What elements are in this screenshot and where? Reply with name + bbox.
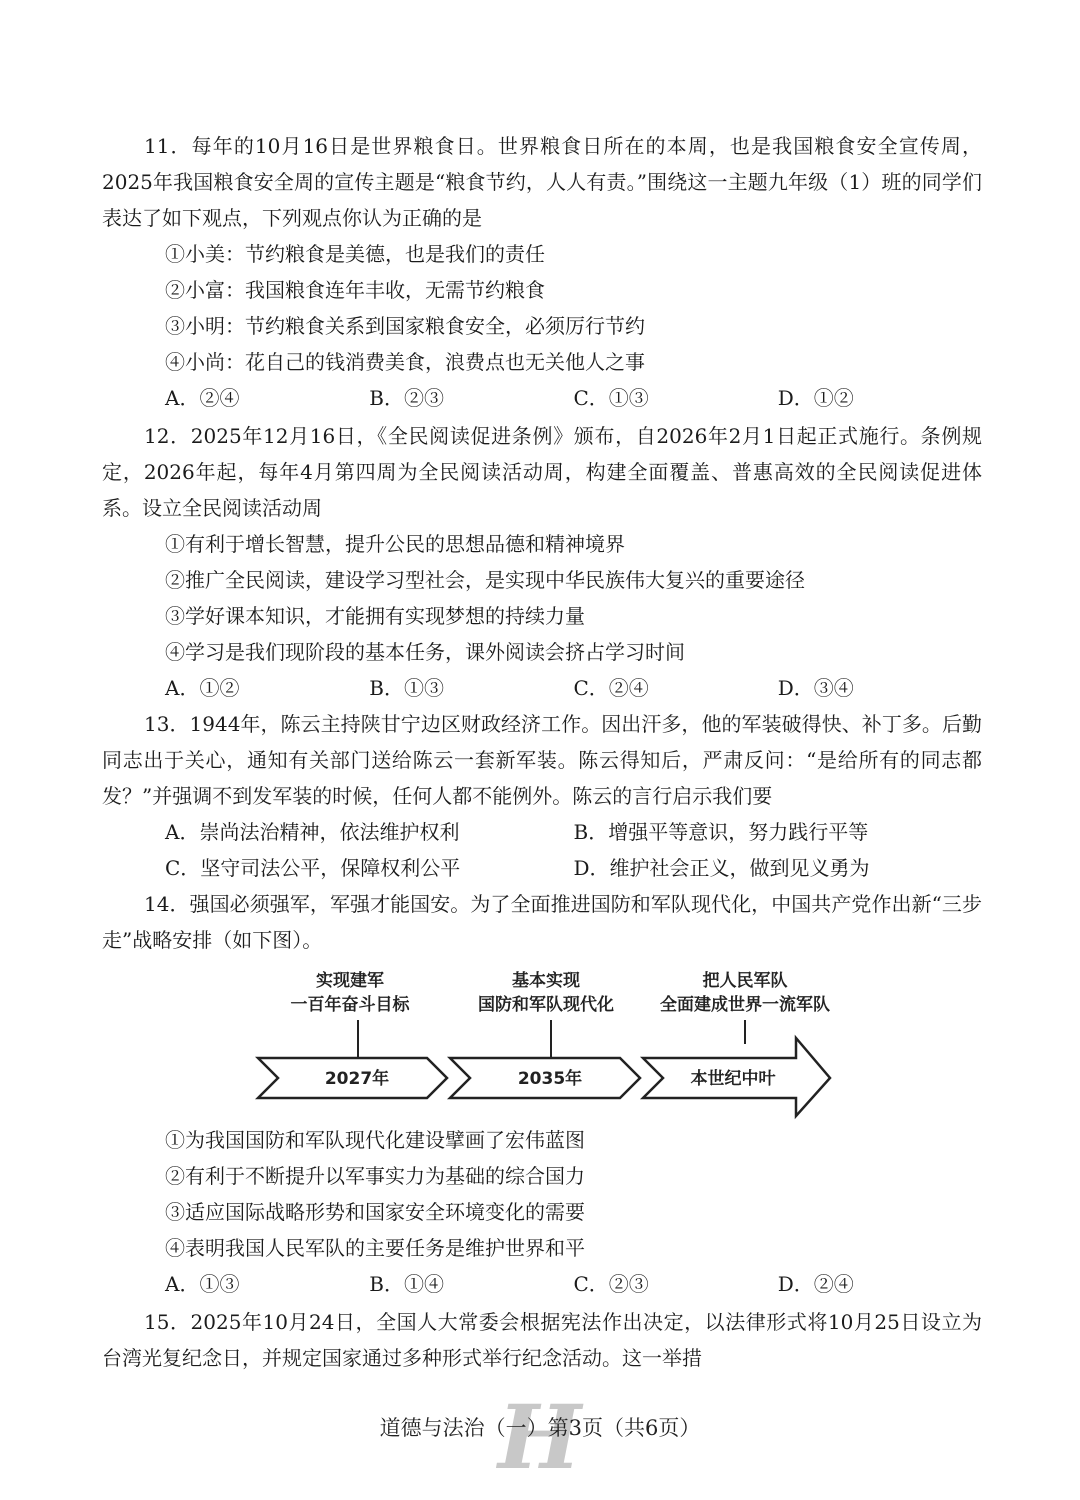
choice-c: C．②③ — [573, 1272, 649, 1296]
choice-a: A．崇尚法治精神，依法维护权利 — [165, 820, 460, 844]
choice-b: B．增强平等意识，努力践行平等 — [573, 820, 869, 844]
choice-c: C．坚守司法公平，保障权利公平 — [165, 856, 461, 880]
choice-b: B．①④ — [369, 1272, 444, 1296]
statement-option: ②小富：我国粮食连年丰收，无需节约粮食 — [165, 278, 545, 302]
watermark-letter: H — [498, 1385, 582, 1489]
question-stem: 15．2025年10月24日，全国人大常委会根据宪法作出决定，以法律形式将10月25日设立为台湾光复纪念日，并规定国家通过多种形式举行纪念活动。这一举措 — [102, 1310, 982, 1370]
statement-option: ④表明我国人民军队的主要任务是维护世界和平 — [165, 1236, 585, 1260]
answer-choices-row-1 — [102, 814, 982, 850]
statement-option: ①小美：节约粮食是美德，也是我们的责任 — [165, 242, 545, 266]
answer-choices — [102, 670, 982, 706]
question-15 — [102, 1304, 982, 1376]
answer-choices — [102, 380, 982, 416]
step-3-top-line-2: 全面建成世界一流军队 — [660, 995, 830, 1015]
statement-option: ③小明：节约粮食关系到国家粮食安全，必须厉行节约 — [165, 314, 645, 338]
question-11 — [102, 128, 982, 416]
three-step-strategy-diagram — [255, 962, 845, 1122]
statement-option: ①为我国国防和军队现代化建设擘画了宏伟蓝图 — [165, 1128, 585, 1152]
question-stem: 12．2025年12月16日，《全民阅读促进条例》颁布，自2026年2月1日起正式施行。条例规定，2026年起，每年4月第四周为全民阅读活动周，构建全面覆盖、普惠高效的全民阅读促进体系。设立全民阅读活动周 — [102, 424, 982, 520]
statement-option: ④小尚：花自己的钱消费美食，浪费点也无关他人之事 — [165, 350, 645, 374]
statement-option: ④学习是我们现阶段的基本任务，课外阅读会挤占学习时间 — [165, 640, 685, 664]
choice-b: B．①③ — [369, 676, 444, 700]
page-number-text: 道德与法治（一）第3页（共6页） — [379, 1416, 701, 1440]
question-13 — [102, 706, 982, 886]
step-2-top-line-2: 国防和军队现代化 — [478, 995, 614, 1015]
choice-a: A．①③ — [165, 1272, 240, 1296]
step-1-top-line-2: 一百年奋斗目标 — [290, 995, 410, 1015]
statement-option: ②有利于不断提升以军事实力为基础的综合国力 — [165, 1164, 585, 1188]
question-14-options — [102, 1122, 982, 1302]
step-1-top-line-1: 实现建军 — [316, 971, 384, 991]
question-stem: 14．强国必须强军，军强才能国安。为了全面推进国防和军队现代化，中国共产党作出新“三步走”战略安排（如下图）。 — [102, 892, 982, 952]
choice-a: A．①② — [165, 676, 240, 700]
statement-option: ③学好课本知识，才能拥有实现梦想的持续力量 — [165, 604, 585, 628]
question-stem: 13．1944年，陈云主持陕甘宁边区财政经济工作。因出汗多，他的军装破得快、补丁多。后勤同志出于关心，通知有关部门送给陈云一套新军装。陈云得知后，严肃反问：“是给所有的同志都发？”并强调不到发军装的时候，任何人都不能例外。陈云的言行启示我们要 — [102, 712, 982, 808]
choice-d: D．维护社会正义，做到见义勇为 — [573, 856, 870, 880]
choice-d: D．①② — [777, 386, 854, 410]
choice-c: C．①③ — [573, 386, 649, 410]
choice-b: B．②③ — [369, 386, 444, 410]
choice-d: D．②④ — [777, 1272, 854, 1296]
question-stem: 11．每年的10月16日是世界粮食日。世界粮食日所在的本周，也是我国粮食安全宣传周，2025年我国粮食安全周的宣传主题是“粮食节约，人人有责。”围绕这一主题九年级（1）班的同学们表达了如下观点，下列观点你认为正确的是 — [102, 134, 982, 230]
step-2-top-line-1: 基本实现 — [512, 971, 580, 991]
statement-option: ①有利于增长智慧，提升公民的思想品德和精神境界 — [165, 532, 625, 556]
answer-choices-row-2 — [102, 850, 982, 886]
choice-a: A．②④ — [165, 386, 240, 410]
step-3-label: 本世纪中叶 — [690, 1069, 776, 1089]
choice-d: D．③④ — [777, 676, 854, 700]
step-1-label: 2027年 — [324, 1069, 390, 1089]
step-2-label: 2035年 — [517, 1069, 583, 1089]
choice-c: C．②④ — [573, 676, 649, 700]
step-3-top-line-1: 把人民军队 — [702, 971, 788, 991]
answer-choices — [102, 1266, 982, 1302]
page-footer — [0, 1385, 1080, 1489]
statement-option: ②推广全民阅读，建设学习型社会，是实现中华民族伟大复兴的重要途径 — [165, 568, 805, 592]
statement-option: ③适应国际战略形势和国家安全环境变化的需要 — [165, 1200, 585, 1224]
question-14 — [102, 886, 982, 958]
question-12 — [102, 418, 982, 706]
